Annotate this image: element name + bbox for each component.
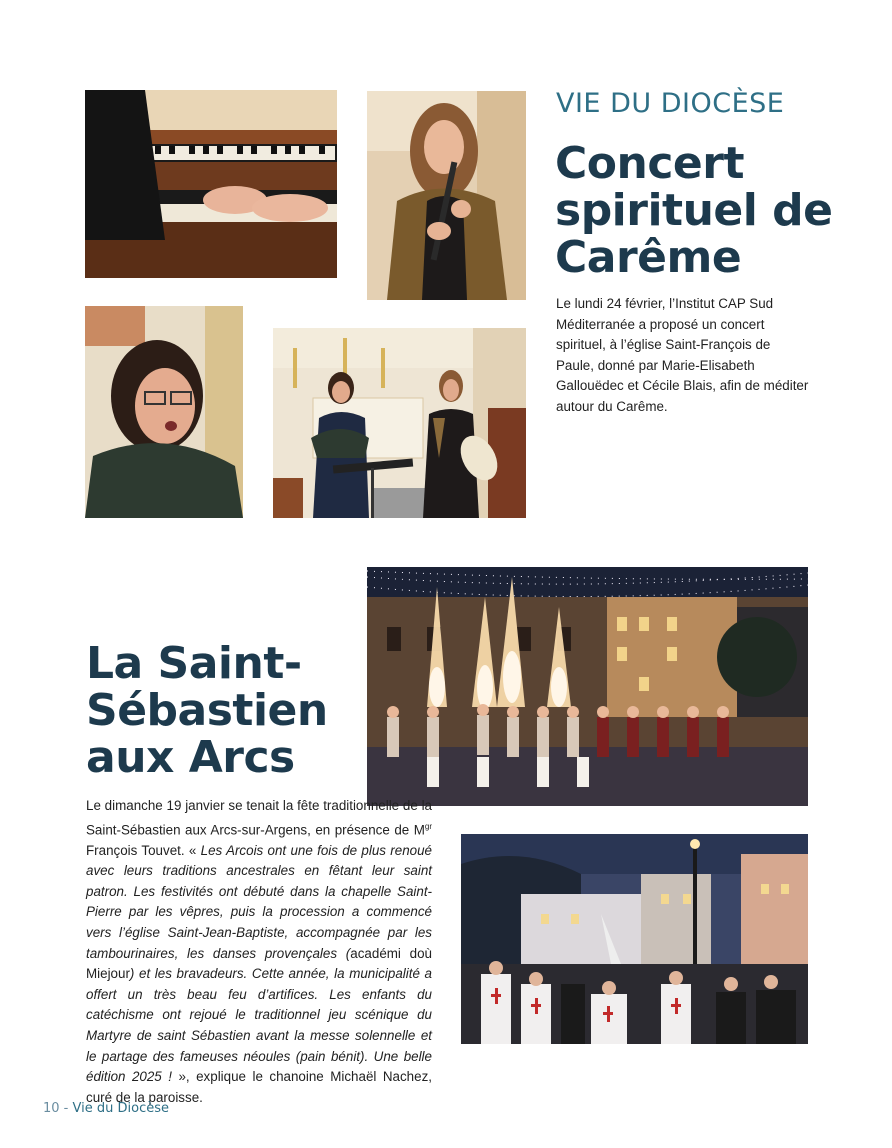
article-intro-concert: Le lundi 24 février, l’Institut CAP Sud Méditerranée a proposé un concert spirituel, à l’église Saint-François de Paule, donné par Marie-Elisabeth Gallouëdec et Cécile Blais, afin de méditer autour du Carême. [556, 296, 809, 414]
page-footer [43, 1101, 169, 1116]
article-title-concert: Concert spirituel de Carême [555, 138, 833, 283]
body-name: François Touvet. « [86, 842, 201, 858]
page-number: 10 [43, 1101, 60, 1116]
quote-part1: Les Arcois ont une fois de plus renoué avec leurs traditions ancestrales en fêtant leur saint patron. Les festivités ont débuté dans la chapelle Saint-Pierre par les vêpres, puis la procession a commencé vers l’église Saint-Jean-Baptiste, accompagnée par les tambourinaires, les danses provençales ( [86, 842, 432, 961]
article-title-saint-sebastien: La Saint-Sébastien aux Arcs [86, 638, 328, 783]
article-body-saint-sebastien [86, 796, 432, 1108]
section-kicker: VIE DU DIOCÈSE [556, 88, 785, 119]
footer-section: Vie du Diocèse [72, 1101, 169, 1116]
photo-organ-hands [85, 90, 337, 278]
photo-duo-church [273, 328, 526, 518]
photo-singer-closeup [85, 306, 243, 518]
photo-bravade-fireworks [367, 567, 808, 806]
title-abbrev: gr [424, 821, 432, 831]
photo-flute-player [367, 91, 526, 300]
quote-plain: académi doù Miejour [86, 945, 432, 982]
body-lead: Le dimanche 19 janvier se tenait la fête traditionnelle de la Saint-Sébastien aux Arcs-sur-Argens, en présence de M [86, 798, 432, 838]
footer-separator: - [59, 1101, 73, 1116]
photo-procession-square [461, 834, 808, 1044]
quote-part2: ) et les bravadeurs. Cette année, la municipalité a offert un très beau feu d’artifices. Les enfants du catéchisme ont rejoué le traditionnel jeu scénique du Martyre de saint Sébastien avant la messe solennelle et le partage des fameuses néoules (pain bénit). Une belle édition 2025 ! [86, 966, 432, 1085]
body-end: », explique le chanoine Michaël Nachez, curé de la paroisse. [86, 1069, 432, 1105]
